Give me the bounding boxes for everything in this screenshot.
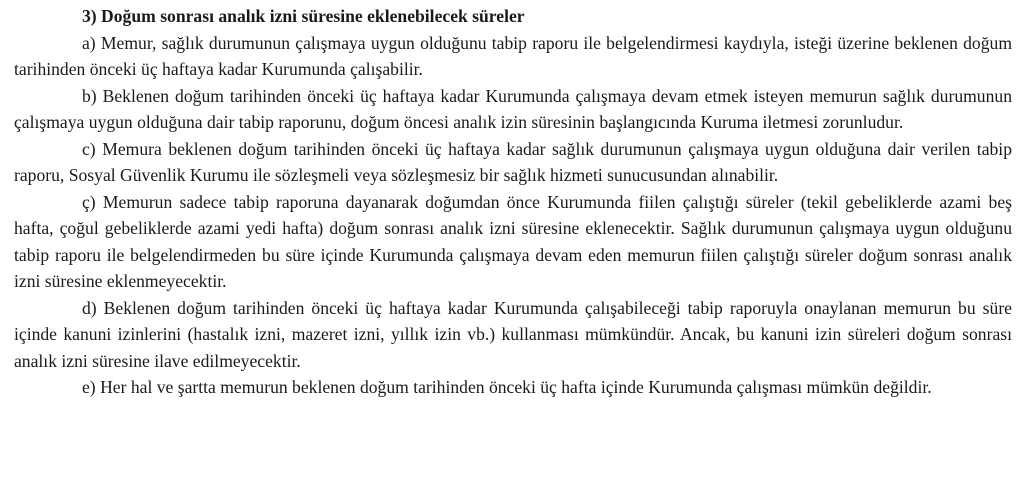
paragraph-b: b) Beklenen doğum tarihinden önceki üç haftaya kadar Kurumunda çalışmaya devam etmek isteyen memurun sağlık durumunun çalışmaya uygun olduğuna dair tabip raporunu, doğum öncesi analık izin süresinin başlangıcında Kuruma iletmesi zorunludur. — [14, 85, 1012, 132]
paragraph-a: a) Memur, sağlık durumunun çalışmaya uygun olduğunu tabip raporu ile belgelendirmesi kaydıyla, isteği üzerine beklenen doğum tarihinden önceki üç haftaya kadar Kurumunda çalışabilir. — [14, 32, 1012, 79]
paragraph-c-cedilla: ç) Memurun sadece tabip raporuna dayanarak doğumdan önce Kurumunda fiilen çalıştığı süreler (tekil gebeliklerde azami beş hafta, çoğul gebeliklerde azami yedi hafta) doğum sonrası analık izni süresine eklenecektir. Sağlık durumunun çalışmaya uygun olduğunu tabip raporu ile belgelendirmeden bu süre içinde Kurumunda çalışmaya devam eden memurun fiilen çalıştığı süreler doğum sonrası analık izni süresine eklenmeyecektir. — [14, 191, 1012, 291]
paragraph-e: e) Her hal ve şartta memurun beklenen doğum tarihinden önceki üç hafta içinde Kurumunda çalışması mümkün değildir. — [82, 377, 932, 397]
section-heading: 3) Doğum sonrası analık izni süresine eklenebilecek süreler — [82, 6, 525, 26]
paragraph-c: c) Memura beklenen doğum tarihinden önceki üç haftaya kadar sağlık durumunun çalışmaya uygun olduğuna dair verilen tabip raporu, Sosyal Güvenlik Kurumu ile sözleşmeli veya sözleşmesiz bir sağlık hizmeti sunucusundan alınabilir. — [14, 138, 1012, 185]
paragraph-d: d) Beklenen doğum tarihinden önceki üç haftaya kadar Kurumunda çalışabileceği tabip raporuyla onaylanan memurun bu süre içinde kanuni izinlerini (hastalık izni, mazeret izni, yıllık izin vb.) kullanması mümkündür. Ancak, bu kanuni izin süreleri doğum sonrası analık izni süresine ilave edilmeyecektir. — [14, 297, 1012, 371]
